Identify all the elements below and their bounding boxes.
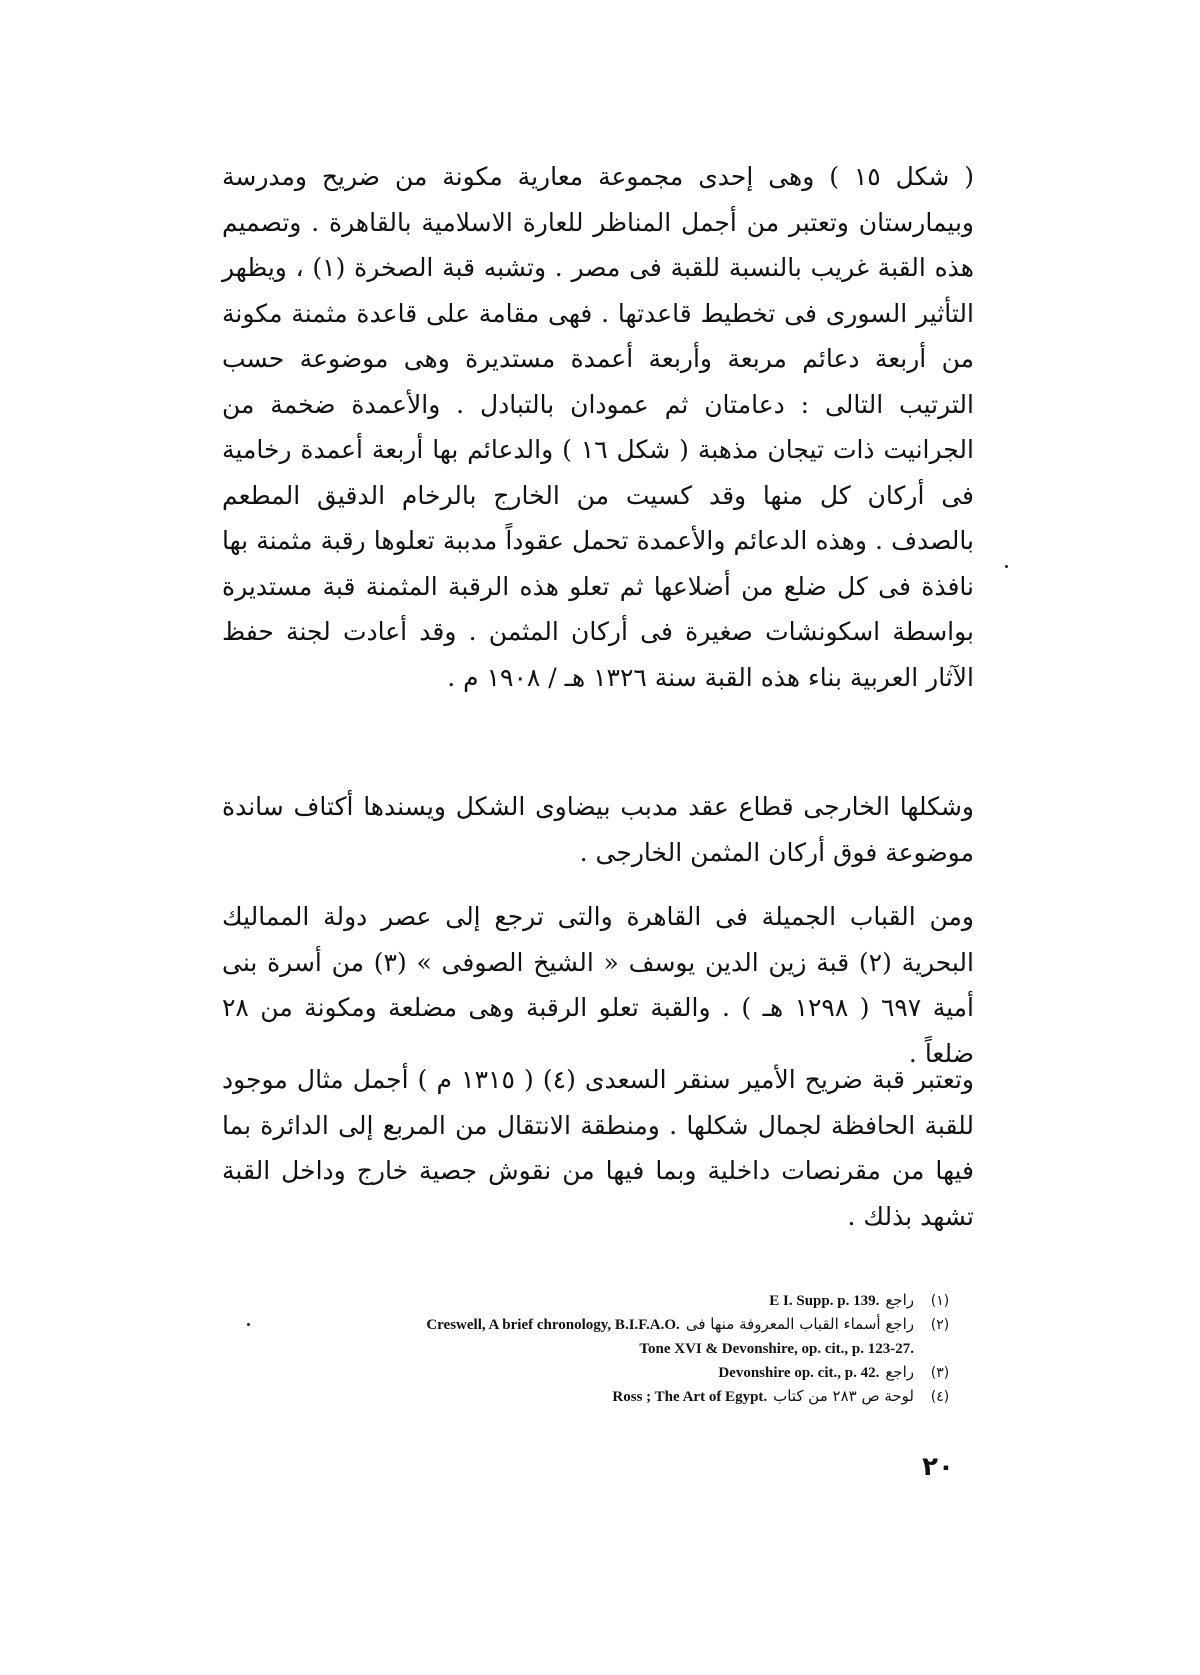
footnote-2-continued — [200, 1336, 960, 1360]
scan-speck — [1005, 565, 1008, 568]
paragraph-text: وشكلها الخارجى قطاع عقد مدبب بيضاوى الشكل ويسندها أكتاف ساندة موضوعة فوق أركان المثمن الخارجى . — [222, 792, 974, 867]
body-paragraph-2 — [222, 784, 974, 875]
body-paragraph-4 — [222, 1057, 974, 1239]
footnote-arabic: راجع أسماء القباب المعروفة منها فى — [685, 1315, 914, 1333]
paragraph-text: وتعتبر قبة ضريح الأمير سنقر السعدى (٤) ( ١٣١٥ م ) أجمل مثال موجود للقبة الحافظة لجمال شكلها . ومنطقة الانتقال من المربع إلى الدائرة بما فيها من مقرنصات داخلية وبما فيها من نقوش جصية خارج وداخل القبة تشهد بذلك . — [222, 1065, 975, 1231]
footnote-arabic: راجع — [885, 1363, 914, 1381]
footnote-1 — [200, 1288, 960, 1312]
paragraph-text: ومن القباب الجميلة فى القاهرة والتى ترجع إلى عصر دولة المماليك البحرية (٢) قبة زين الدين يوسف « الشيخ الصوفى » (٣) من أسرة بنى أمية ٦٩٧ ( ١٢٩٨ هـ ) . والقبة تعلو الرقبة وهى مضلعة ومكونة من ٢٨ ضلعاً . — [222, 902, 974, 1068]
footnote-2 — [200, 1312, 960, 1336]
page-number: ٢٠ — [922, 1452, 954, 1482]
footnote-latin: Ross ; The Art of Egypt. — [612, 1389, 768, 1405]
footnote-arabic: لوحة ص ٢٨٣ من كتاب — [773, 1387, 914, 1405]
paragraph-text: ( شكل ١٥ ) وهى إحدى مجموعة معارية مكونة من ضريح ومدرسة وبيمارستان وتعتبر من أجمل المناظر للعارة الاسلامية بالقاهرة . وتصميم هذه القبة غريب بالنسبة للقبة فى مصر . وتشبه قبة الصخرة (١) ، ويظهر التأثير السورى فى تخطيط قاعدتها . فهى مقامة على قاعدة مثمنة مكونة من أربعة دعائم مربعة وأربعة أعمدة مستديرة وهى موضوعة حسب الترتيب التالى : دعامتان ثم عمودان بالتبادل . والأعمدة ضخمة من الجرانيت ذات تيجان مذهبة ( شكل ١٦ ) والدعائم بها أربعة أعمدة رخامية فى أركان كل منها وقد كسيت من الخارج بالرخام الدقيق المطعم بالصدف . وهذه الدعائم والأعمدة تحمل عقوداً مدببة تعلوها رقبة مثمنة بها نافذة فى كل ضلع من أضلاعها ثم تعلو هذه الرقبة المثمنة قبة مستديرة بواسطة اسكونشات صغيرة فى أركان المثمن . وقد أعادت لجنة حفظ الآثار العربية بناء هذه القبة سنة ١٣٢٦ هـ / ١٩٠٨ م . — [222, 162, 974, 692]
footnote-3 — [200, 1360, 960, 1384]
footnote-number: (٢) — [930, 1317, 950, 1333]
footnote-number: (١) — [930, 1293, 950, 1309]
body-paragraph-1 — [222, 154, 974, 700]
footnotes — [200, 1288, 960, 1408]
footnote-latin: E I. Supp. p. 139. — [769, 1293, 880, 1309]
footnote-latin: Creswell, A brief chronology, B.I.F.A.O. — [426, 1317, 680, 1333]
footnote-number: (٣) — [930, 1365, 950, 1381]
body-paragraph-3 — [222, 894, 974, 1076]
scan-speck — [247, 1323, 250, 1326]
footnote-latin: Tone XVI & Devonshire, op. cit., p. 123-27. — [639, 1341, 914, 1357]
footnote-4 — [200, 1384, 960, 1408]
footnote-latin: Devonshire op. cit., p. 42. — [718, 1365, 880, 1381]
footnote-number: (٤) — [930, 1389, 950, 1405]
footnote-arabic: راجع — [885, 1291, 914, 1309]
